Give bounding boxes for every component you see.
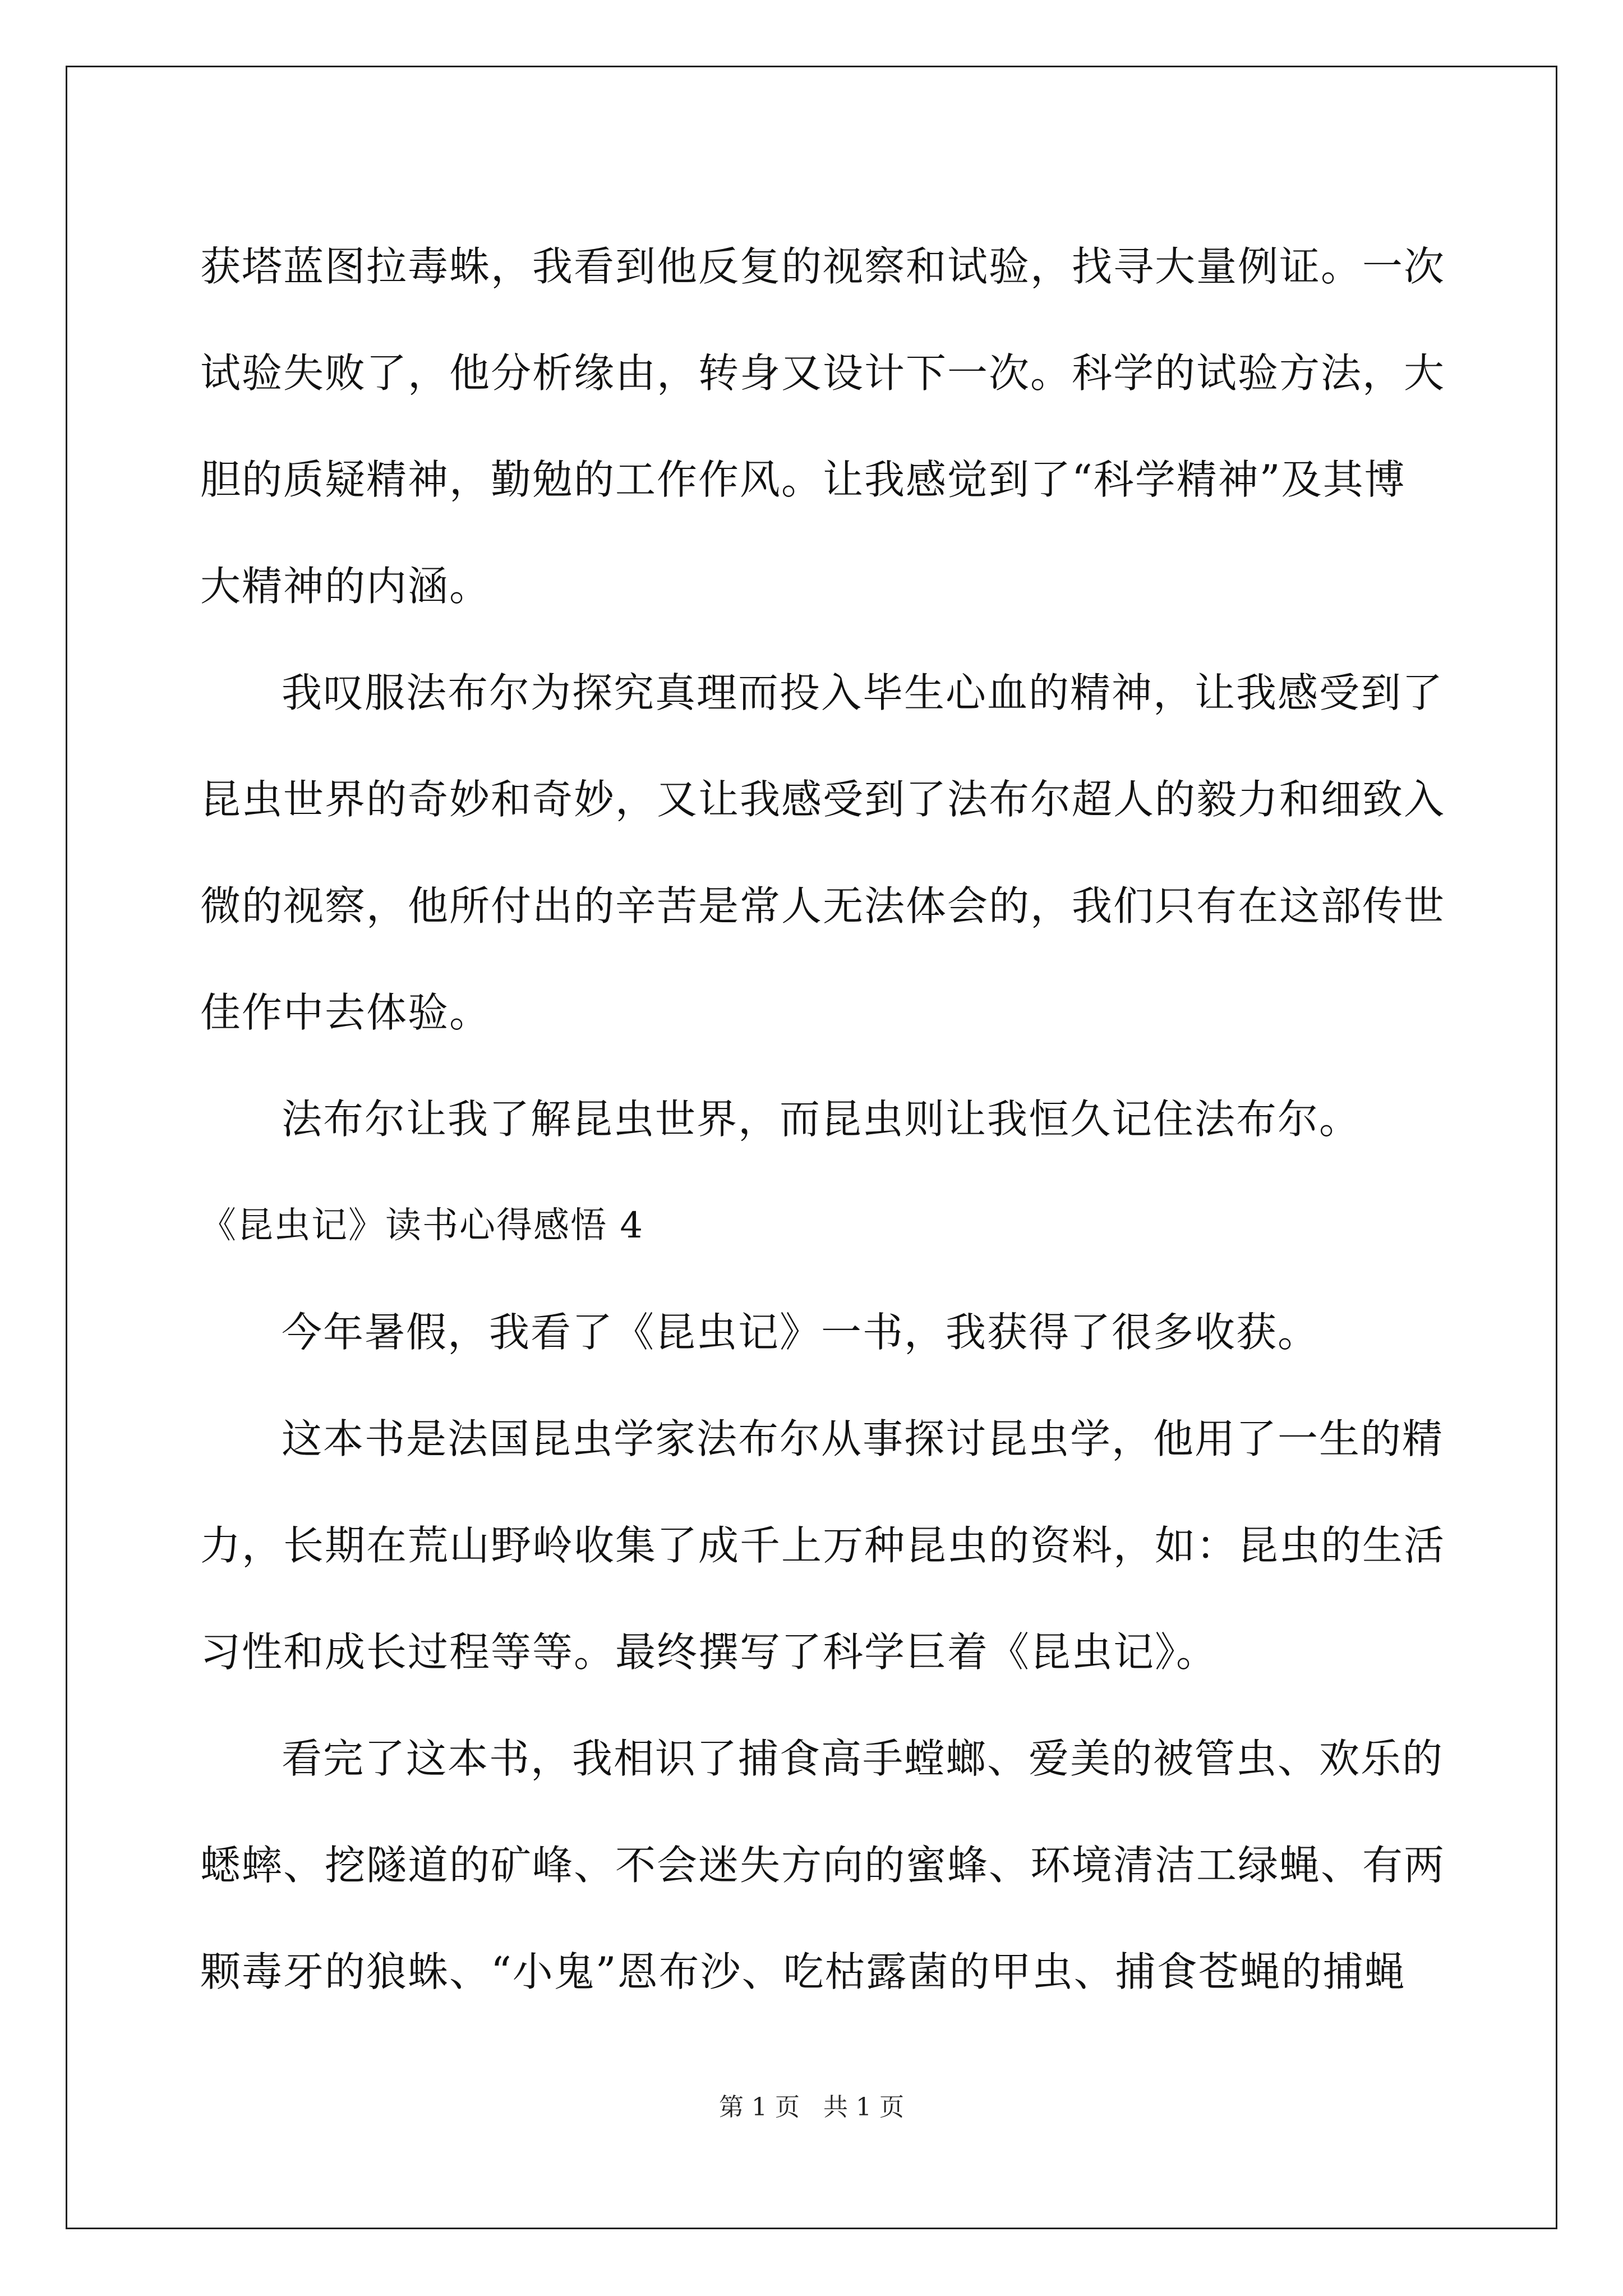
- text-line-17: 颗毒牙的狼蛛、“小鬼”恩布沙、吃枯露菌的甲虫、捕食苍蝇的捕蝇: [200, 1948, 1406, 1995]
- text-line-7: 微的视察，他所付出的辛苦是常人无法体会的，我们只有在这部传世: [200, 882, 1446, 930]
- text-line-2: 试验失败了，他分析缘由，转身又设计下一次。科学的试验方法，大: [200, 349, 1446, 397]
- text-line-4: 大精神的内涵。: [200, 563, 491, 610]
- text-line-5: 我叹服法布尔为探究真理而投入毕生心血的精神，让我感受到了: [282, 669, 1444, 716]
- text-line-6: 昆虫世界的奇妙和奇妙，又让我感受到了法布尔超人的毅力和细致入: [200, 776, 1446, 823]
- section-heading: 《昆虫记》读书心得感悟 4: [200, 1205, 644, 1246]
- text-line-3: 胆的质疑精神，勤勉的工作作风。让我感觉到了“科学精神”及其博: [200, 456, 1406, 503]
- text-line-11: 今年暑假，我看了《昆虫记》一书，我获得了很多收获。: [282, 1309, 1320, 1356]
- text-line-9: 法布尔让我了解昆虫世界，而昆虫则让我恒久记住法布尔。: [282, 1096, 1361, 1143]
- text-line-16: 蟋蟀、挖隧道的矿峰、不会迷失方向的蜜蜂、环境清洁工绿蝇、有两: [200, 1842, 1446, 1889]
- text-line-15: 看完了这本书，我相识了捕食高手螳螂、爱美的被管虫、欢乐的: [282, 1735, 1444, 1782]
- document-body: [200, 213, 1446, 2025]
- text-line-8: 佳作中去体验。: [200, 989, 491, 1036]
- text-line-12: 这本书是法国昆虫学家法布尔从事探讨昆虫学，他用了一生的精: [282, 1415, 1444, 1462]
- page-footer: 第 1 页 共 1 页: [719, 2093, 904, 2122]
- text-line-13: 力，长期在荒山野岭收集了成千上万种昆虫的资料，如：昆虫的生活: [200, 1522, 1446, 1569]
- text-line-1: 获塔蓝图拉毒蛛，我看到他反复的视察和试验，找寻大量例证。一次: [200, 243, 1446, 290]
- text-line-14: 习性和成长过程等等。最终撰写了科学巨着《昆虫记》。: [200, 1628, 1218, 1676]
